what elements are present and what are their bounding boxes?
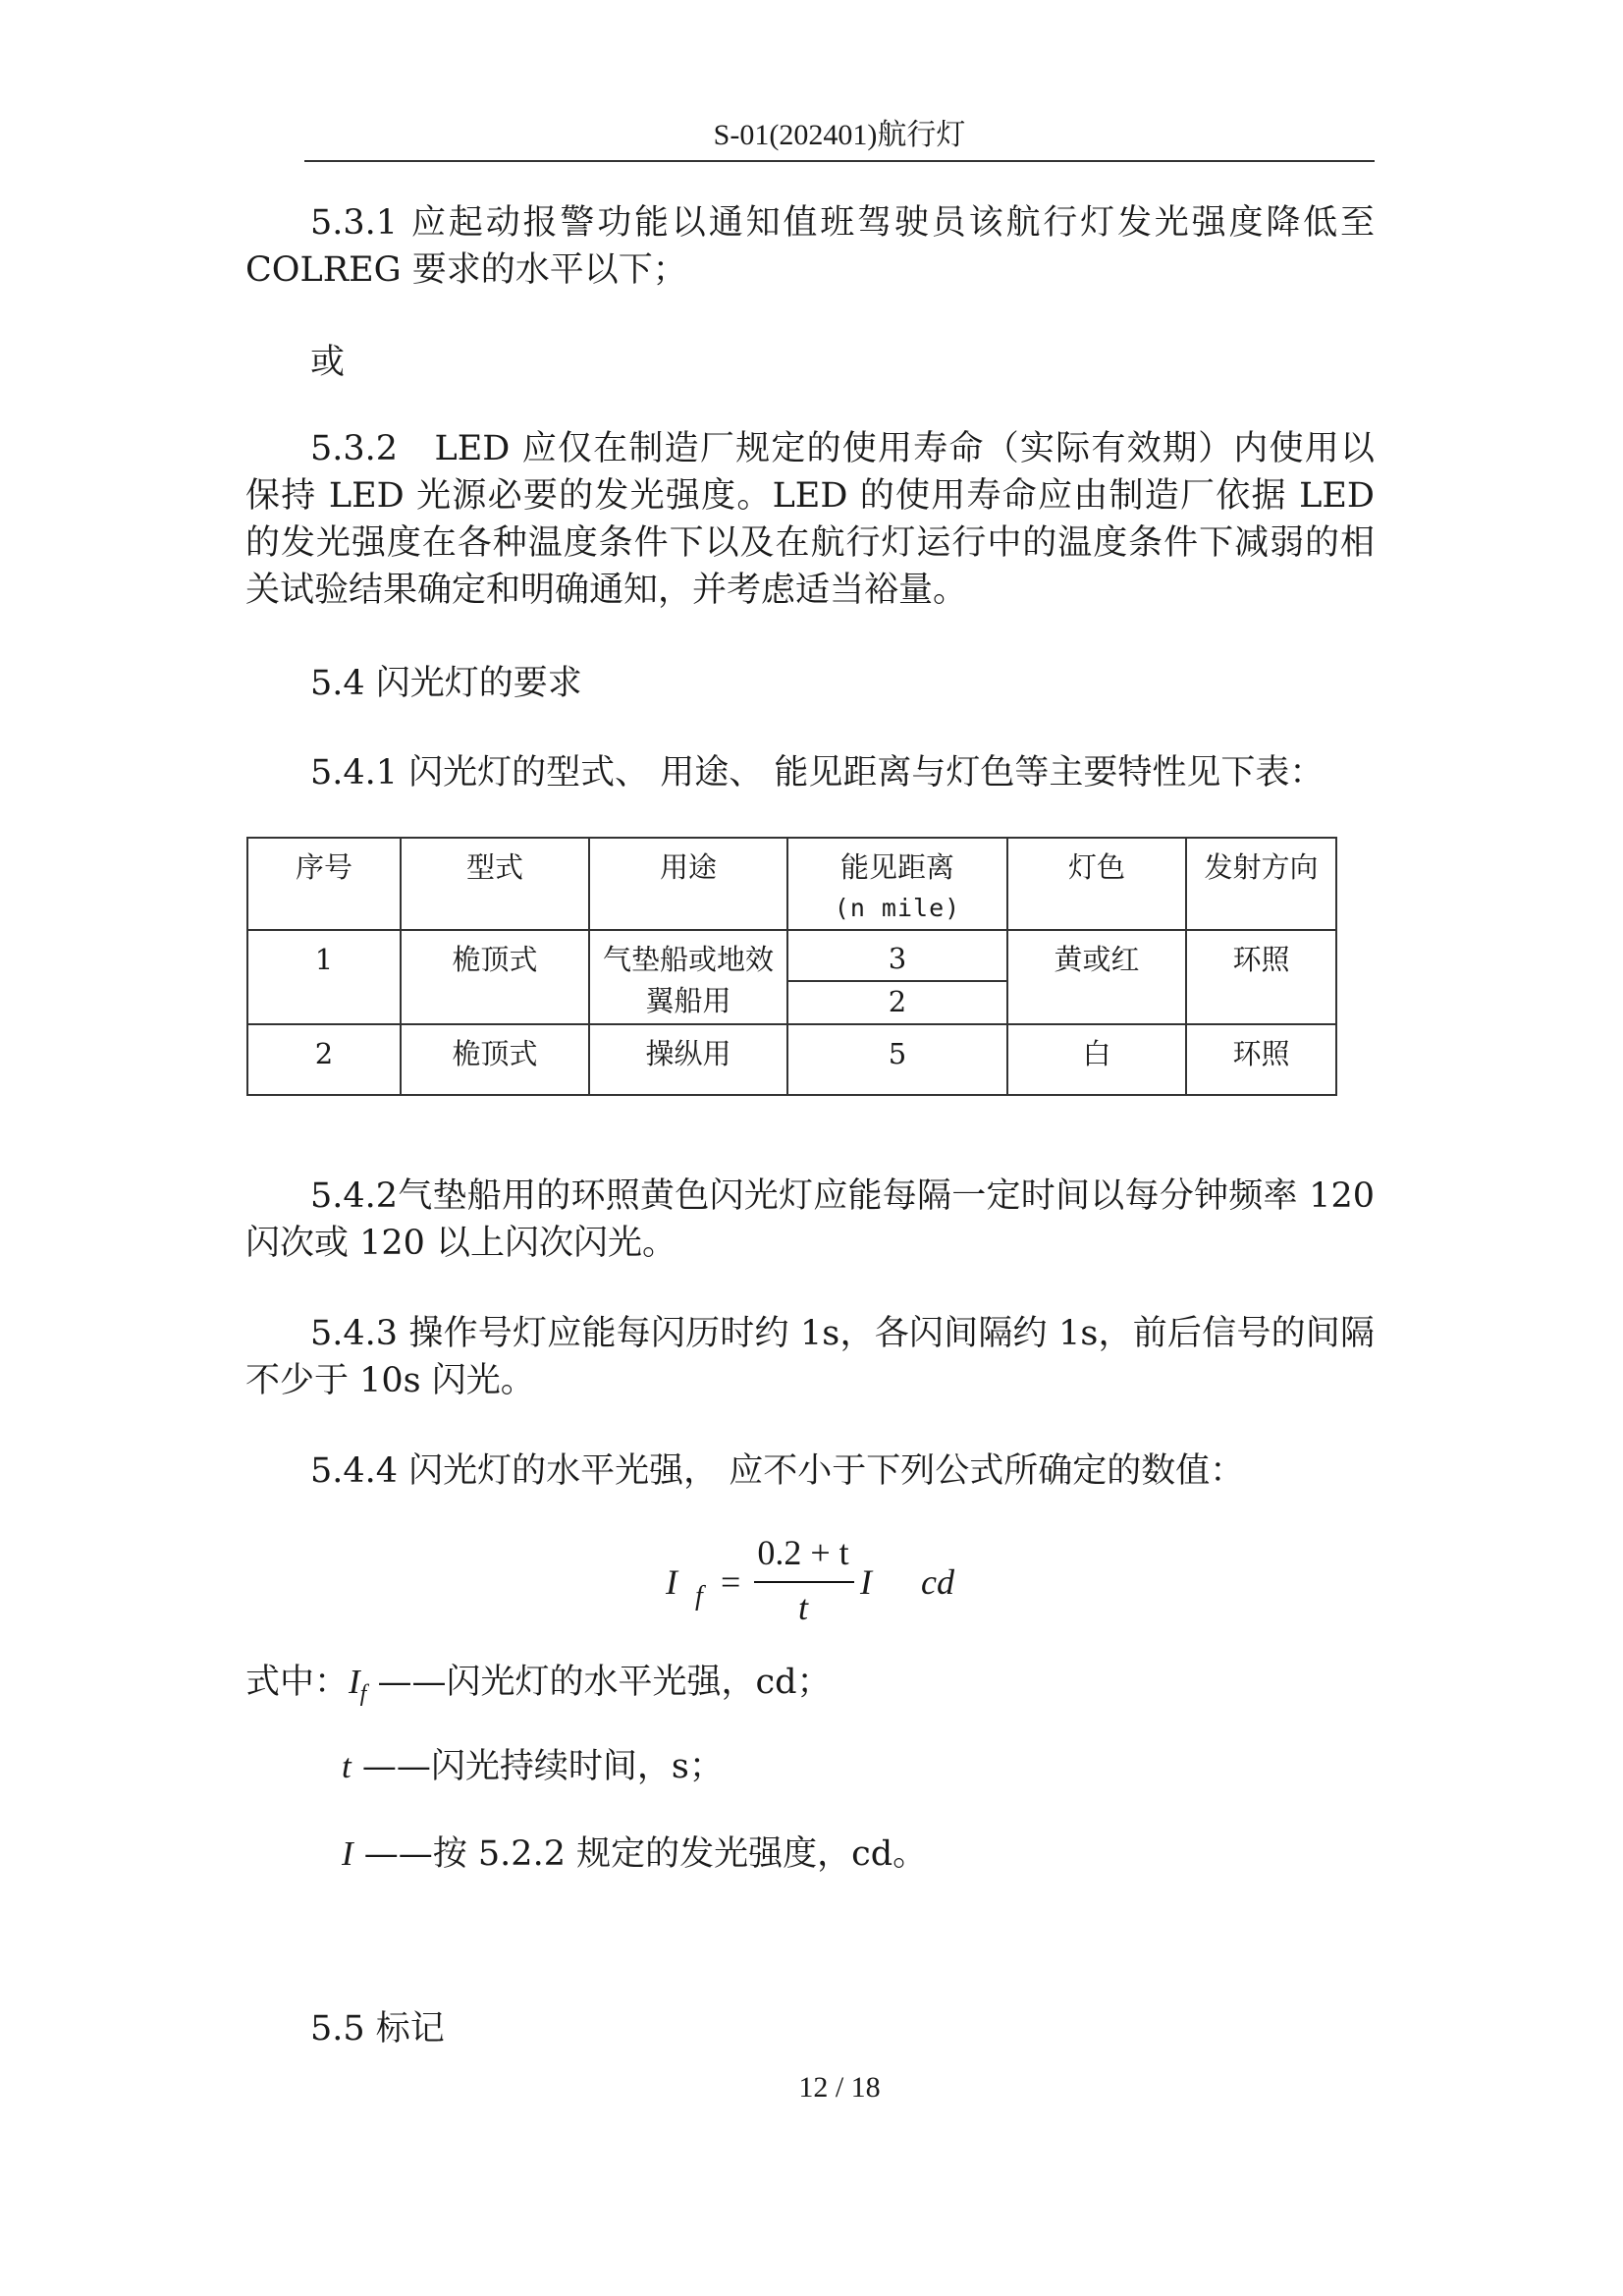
paragraph-5-4-3: 5.4.3 操作号灯应能每闪历时约 1s，各闪间隔约 1s，前后信号的间隔不少于 10s 闪光。 [245, 1314, 1375, 1400]
header-type: 型式 [401, 838, 589, 930]
row2-color: 白 [1007, 1024, 1186, 1095]
paragraph-5-4-4: 5.4.4 闪光灯的水平光强， 应不小于下列公式所确定的数值： [310, 1451, 1245, 1491]
row1-no: 1 [247, 930, 401, 1024]
formula-factor: I [860, 1562, 872, 1602]
legend-text-2: ——闪光持续时间，s； [351, 1747, 724, 1786]
table-row [247, 930, 1336, 1024]
row1-range-a: 3 [788, 931, 1006, 982]
row1-type: 桅顶式 [401, 930, 589, 1024]
row1-range-b: 2 [888, 985, 907, 1018]
legend-text-3: ——按 5.2.2 规定的发光强度，cd。 [352, 1834, 928, 1874]
legend-line-3 [342, 1831, 927, 1878]
formula-numerator: 0.2 + t [757, 1533, 849, 1572]
flash-lamp-table [246, 837, 1337, 1096]
paragraph-5-3-1: 5.3.1 应起动报警功能以通知值班驾驶员该航行灯发光强度降低至COLREG 要求的水平以下； [245, 203, 1375, 290]
header-no: 序号 [247, 838, 401, 930]
legend-symbol-if-sub: f [359, 1681, 367, 1707]
header-direction: 发射方向 [1186, 838, 1336, 930]
table-row [247, 1024, 1336, 1095]
legend-line-1 [245, 1659, 831, 1718]
formula-fraction-bar [754, 1581, 854, 1583]
flash-intensity-formula [664, 1532, 978, 1640]
formula-equals: = [721, 1562, 741, 1602]
row2-type: 桅顶式 [401, 1024, 589, 1095]
row2-direction: 环照 [1186, 1024, 1336, 1095]
legend-prefix: 式中： [245, 1663, 350, 1702]
page-number: 12 / 18 [798, 2071, 881, 2104]
header-range [787, 838, 1007, 930]
row2-range: 5 [787, 1024, 1007, 1095]
formula-unit: cd [921, 1562, 954, 1602]
formula-lhs: I [666, 1562, 677, 1602]
header-use: 用途 [589, 838, 787, 930]
paragraph-5-4-1: 5.4.1 闪光灯的型式、 用途、 能见距离与灯色等主要特性见下表： [310, 753, 1325, 793]
legend-line-2 [342, 1743, 724, 1790]
table-header-row [247, 838, 1336, 930]
header-range-label: 能见距离 [839, 850, 954, 884]
heading-5-5: 5.5 标记 [310, 2009, 445, 2049]
row2-no: 2 [247, 1024, 401, 1095]
header-range-unit: (n mile) [834, 894, 961, 922]
legend-symbol-i: I [342, 1834, 353, 1873]
heading-5-4: 5.4 闪光灯的要求 [310, 664, 582, 703]
row1-use: 气垫船或地效翼船用 [589, 930, 787, 1024]
row1-range [787, 930, 1007, 1024]
legend-symbol-t: t [342, 1747, 352, 1785]
legend-text-1: ——闪光灯的水平光强，cd； [366, 1663, 832, 1702]
header-rule [304, 160, 1375, 162]
formula-lhs-subscript: f [695, 1581, 703, 1612]
paragraph-5-4-2: 5.4.2气垫船用的环照黄色闪光灯应能每隔一定时间以每分钟频率 120 闪次或 120 以上闪次闪光。 [245, 1176, 1375, 1263]
legend-symbol-if: I [349, 1663, 360, 1701]
header-color: 灯色 [1007, 838, 1186, 930]
running-header: S-01(202401)航行灯 [713, 119, 966, 151]
or-line: 或 [310, 343, 346, 382]
formula-denominator: t [797, 1588, 808, 1627]
row2-use: 操纵用 [589, 1024, 787, 1095]
paragraph-5-3-2: 5.3.2 LED 应仅在制造厂规定的使用寿命（实际有效期）内使用以保持 LED 光源必要的发光强度。LED 的使用寿命应由制造厂依据 LED 的发光强度在各种温度条件下以及在航行灯运行中的温度条件下减弱的相关试验结果确定和明确通知，并考虑适当裕量。 [245, 429, 1375, 610]
row1-color: 黄或红 [1007, 930, 1186, 1024]
row1-direction: 环照 [1186, 930, 1336, 1024]
